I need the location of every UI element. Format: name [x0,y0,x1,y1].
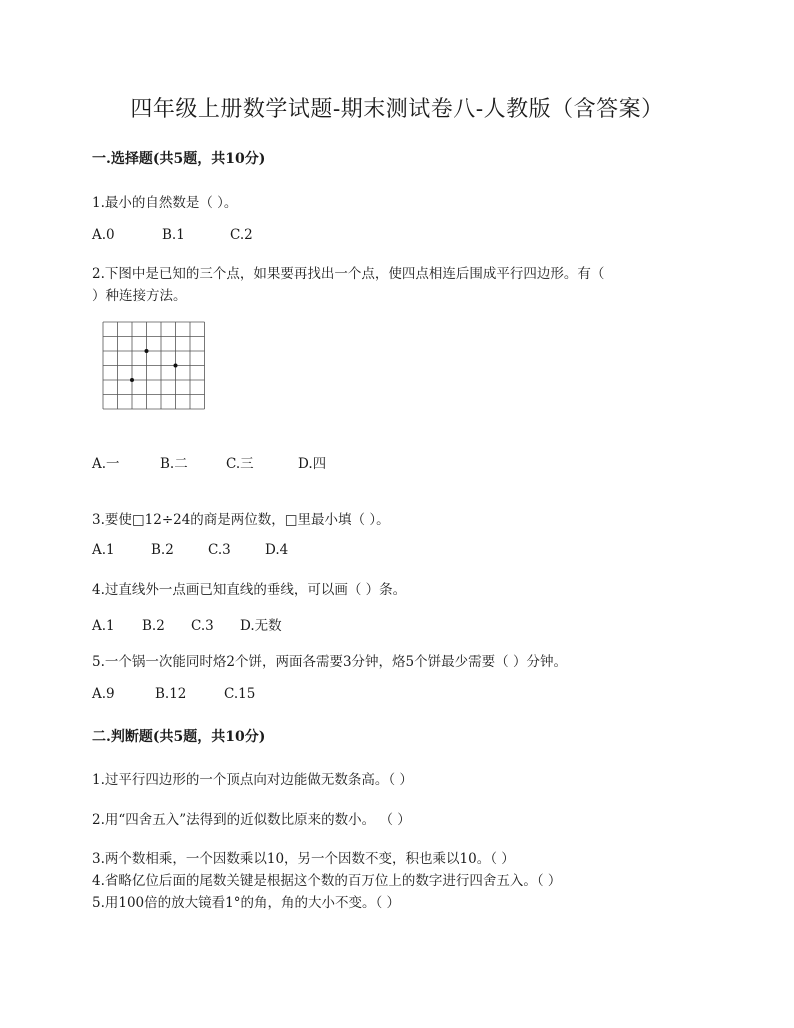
option-d: D.4 [265,542,289,558]
grid-point [145,349,149,353]
option-c: C.三 [226,456,254,472]
option-b: B.2 [151,542,174,558]
option-b: B.二 [160,456,188,472]
option-b: B.12 [155,686,187,702]
question-2-options [92,452,326,472]
question-4-text: 4.过直线外一点画已知直线的垂线，可以画（ ）条。 [92,582,407,598]
grid-point [174,364,178,368]
judgment-item-3: 3.两个数相乘，一个因数乘以10，另一个因数不变，积也乘以10。（ ） [92,851,515,867]
question-5-options [92,686,255,702]
option-c: C.15 [224,686,256,702]
question-5-text: 5.一个锅一次能同时烙2个饼，两面各需要3分钟，烙5个饼最少需要（ ）分钟。 [92,654,567,670]
option-d: D.无数 [240,618,282,634]
option-c: C.3 [191,618,214,634]
option-a: A.9 [92,686,115,702]
question-3-options [92,542,288,558]
judgment-item-1: 1.过平行四边形的一个顶点向对边能做无数条高。（ ） [92,772,413,788]
question-1-text: 1.最小的自然数是（ ）。 [92,195,238,211]
judgment-item-2: 2.用“四舍五入”法得到的近似数比原来的数小。 （ ） [92,812,411,828]
section-heading-judgment: 二.判断题(共5题，共10分) [92,729,266,745]
question-2-text-line2: ）种连接方法。 [92,288,187,304]
section-heading-choice: 一.选择题(共5题，共10分) [92,151,266,167]
option-b: B.2 [142,618,165,634]
option-a: A.一 [92,456,120,472]
option-c: C.2 [230,227,253,243]
option-a: A.1 [92,542,115,558]
question-3-text: 3.要使□12÷24的商是两位数，□里最小填（ ）。 [92,512,390,528]
question-2-text-line1: 2.下图中是已知的三个点，如果要再找出一个点，使四点相连后围成平行四边形。有（ [92,266,605,282]
option-a: A.1 [92,618,115,634]
question-1-options [92,227,253,243]
option-c: C.3 [208,542,231,558]
option-b: B.1 [162,227,185,243]
question-4-options [92,614,282,634]
option-d: D.四 [298,456,327,472]
option-a: A.0 [92,227,115,243]
dot-grid [102,321,208,411]
grid-point [130,378,134,382]
page-title: 四年级上册数学试题-期末测试卷八-人教版（含答案） [130,97,664,122]
judgment-item-4: 4.省略亿位后面的尾数关键是根据这个数的百万位上的数字进行四舍五入。（ ） [92,873,562,889]
judgment-item-5: 5.用100倍的放大镜看1°的角，角的大小不变。（ ） [92,895,401,911]
dot-grid-figure [102,321,208,415]
